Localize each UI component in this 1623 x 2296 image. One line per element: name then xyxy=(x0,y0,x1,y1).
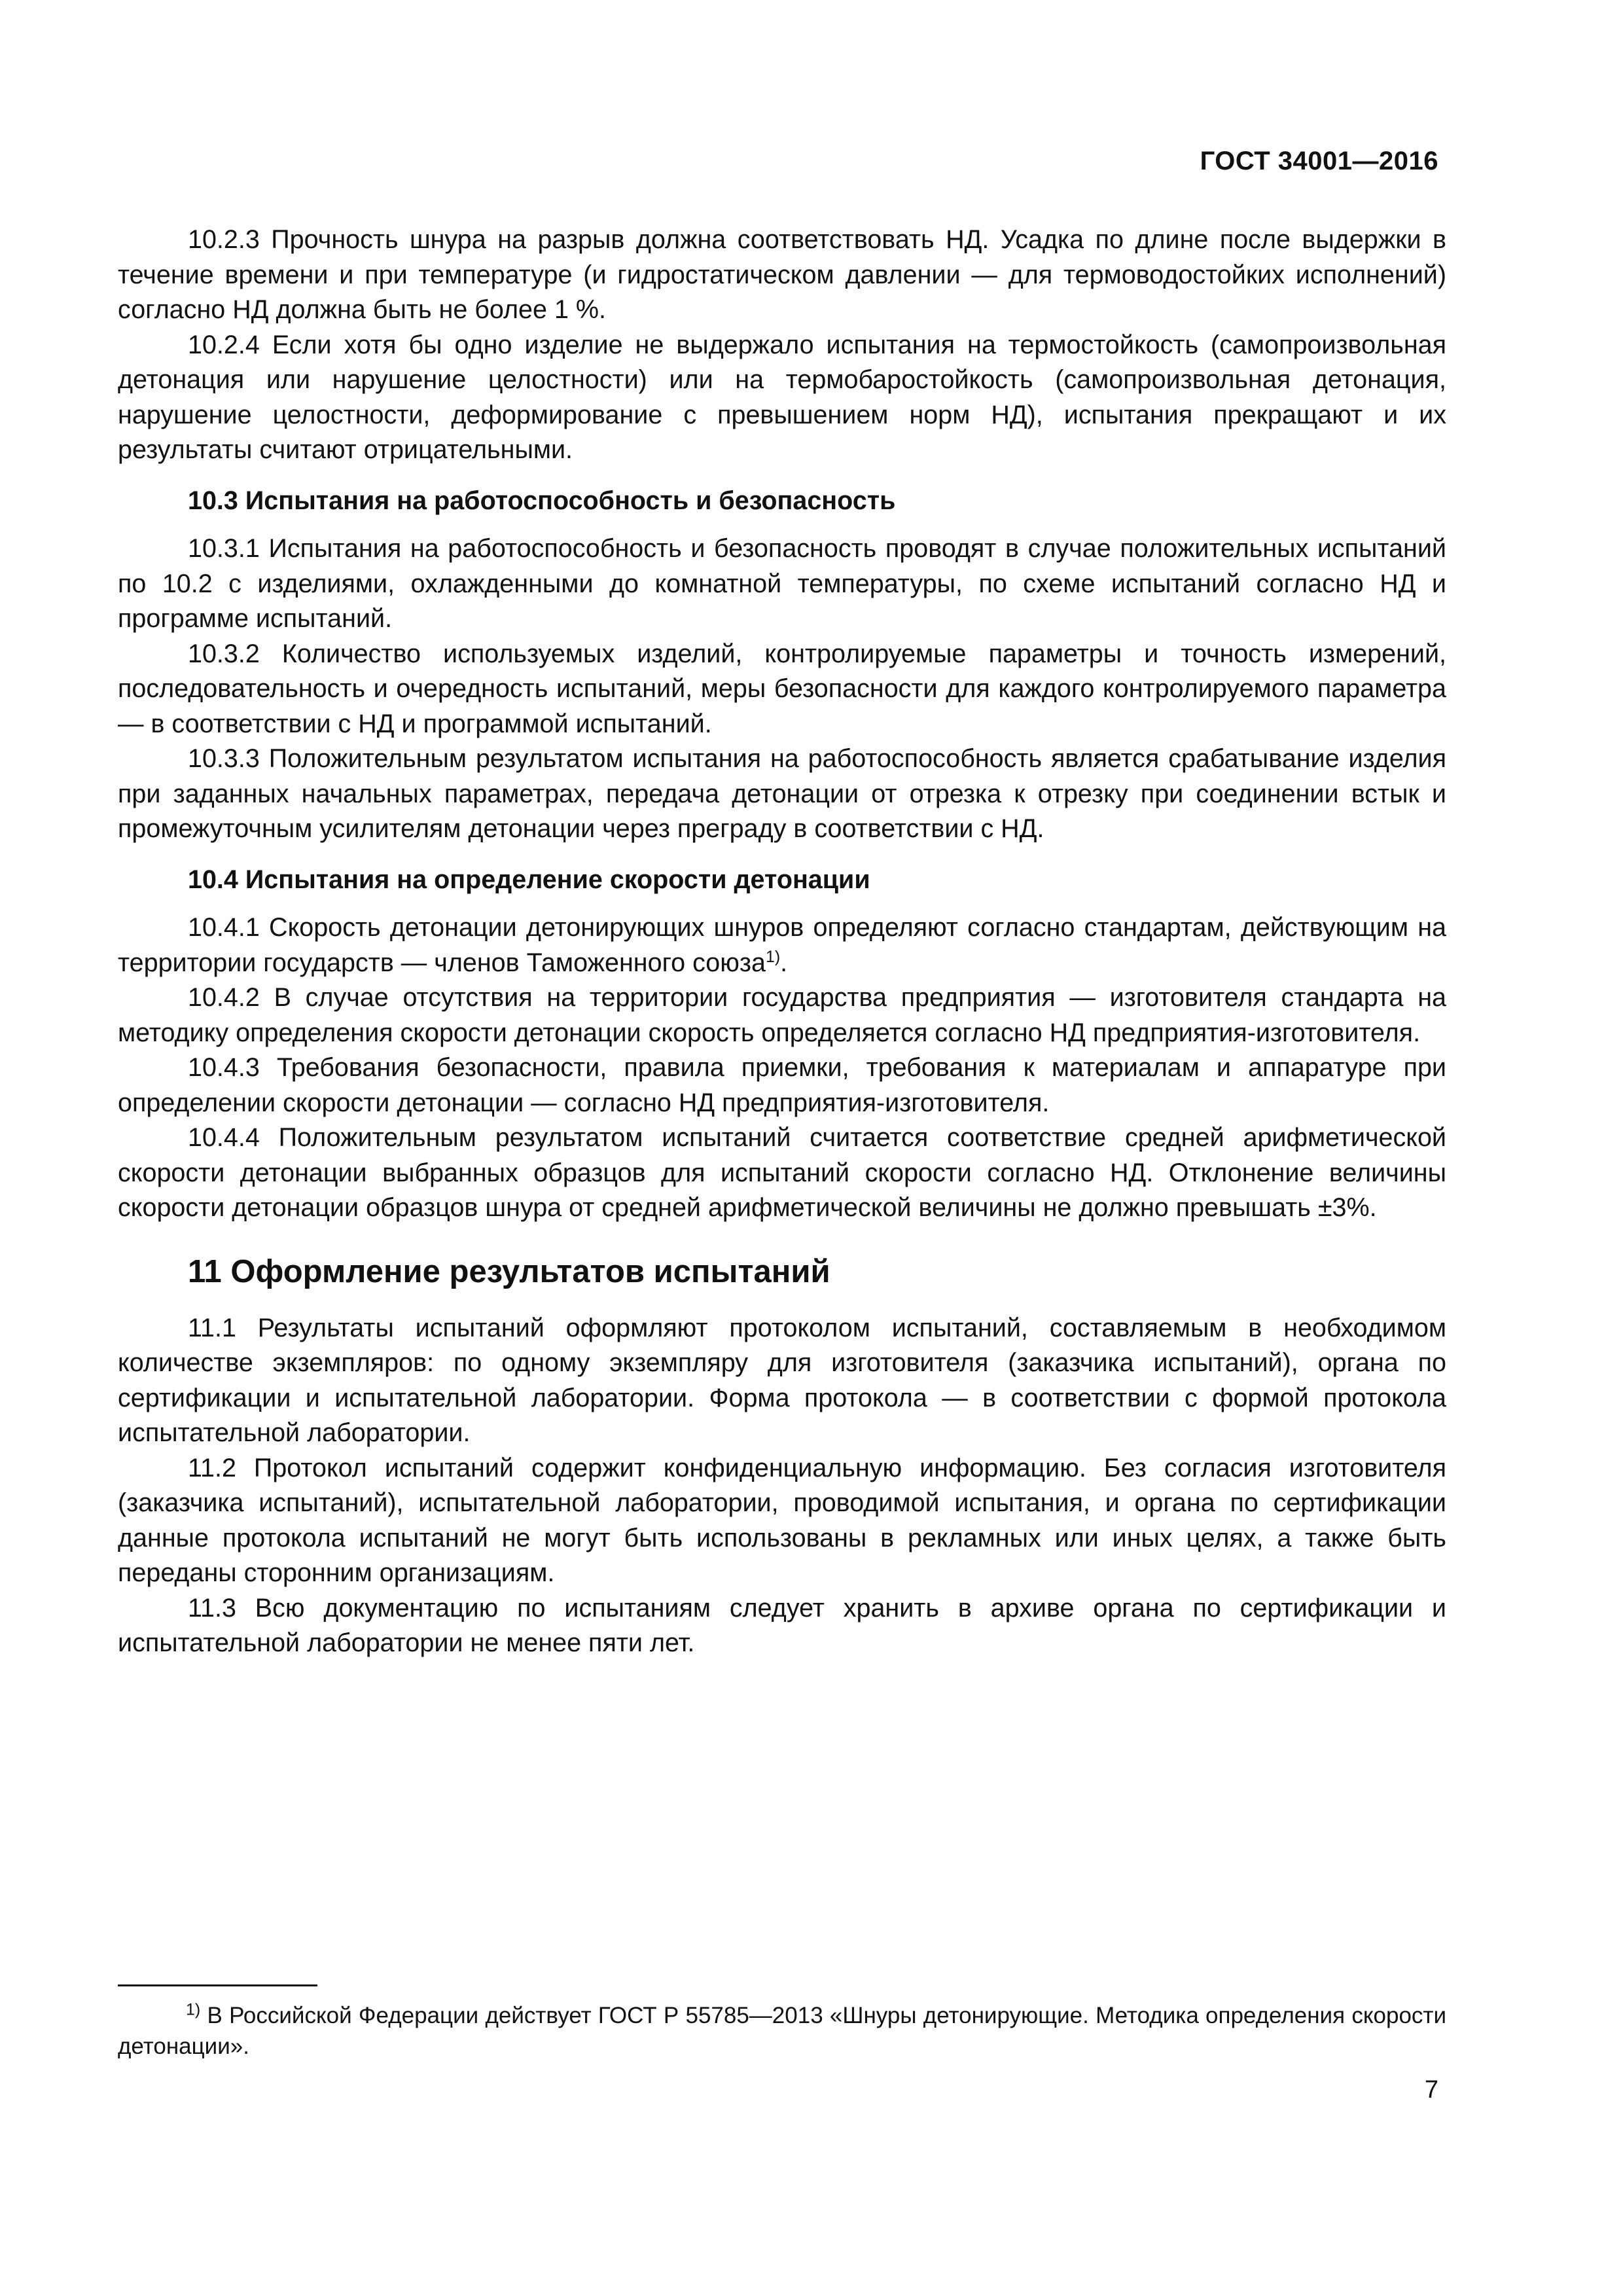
section-heading-11: 11 Оформление результатов испытаний xyxy=(188,1253,830,1289)
section-heading-10-3: 10.3 Испытания на работоспособность и безопасность xyxy=(188,486,896,515)
footnote xyxy=(118,2000,1446,2062)
document-body xyxy=(118,223,1446,1661)
paragraph-10-3-2: 10.3.2 Количество используемых изделий, контролируемые параметры и точность измерений, последовательность и очередность испытаний, меры безопасности для каждого контролируемого параметра — в соответствии с НД и программой испытаний. xyxy=(118,639,1446,738)
paragraph-11-1: 11.1 Результаты испытаний оформляют протоколом испытаний, составляемым в необходимом количестве экземпляров: по одному экземпляру для изготовителя (заказчика испытаний), органа по сертификации и испытательной лаборатории. Форма протокола — в соответствии с формой протокола испытательной лаборатории. xyxy=(118,1313,1446,1447)
footnote-text: В Российской Федерации действует ГОСТ Р 55785—2013 «Шнуры детонирующие. Методика определения скорости детонации». xyxy=(118,2003,1446,2059)
paragraph-11-3: 11.3 Всю документацию по испытаниям следует хранить в архиве органа по сертификации и испытательной лаборатории не менее пяти лет. xyxy=(118,1593,1446,1657)
paragraph-10-4-4: 10.4.4 Положительным результатом испытаний считается соответствие средней арифметической скорости детонации выбранных образцов для испытаний скорости согласно НД. Отклонение величины скорости детонации образцов шнура от средней арифметической величины не должно превышать ±3%. xyxy=(118,1123,1446,1222)
section-heading-10-4: 10.4 Испытания на определение скорости детонации xyxy=(188,865,870,894)
page-number: 7 xyxy=(1424,2076,1438,2104)
paragraph-10-4-1-end: . xyxy=(780,948,788,977)
paragraph-10-4-3: 10.4.3 Требования безопасности, правила приемки, требования к материалам и аппаратуре при определении скорости детонации — согласно НД предприятия-изготовителя. xyxy=(118,1053,1446,1117)
document-header: ГОСТ 34001—2016 xyxy=(1200,147,1438,175)
footnote-divider xyxy=(118,1984,317,1986)
paragraph-10-2-3: 10.2.3 Прочность шнура на разрыв должна соответствовать НД. Усадка по длине после выдержки в течение времени и при температуре (и гидростатическом давлении — для термоводостойких исполнений) согласно НД должна быть не более 1 %. xyxy=(118,225,1446,324)
paragraph-10-2-4: 10.2.4 Если хотя бы одно изделие не выдержало испытания на термостойкость (самопроизвольная детонация или нарушение целостности) или на термобаростойкость (самопроизвольная детонация, нарушение целостности, деформирование с превышением норм НД), испытания прекращают и их результаты считают отрицательными. xyxy=(118,330,1446,464)
paragraph-11-2: 11.2 Протокол испытаний содержит конфиденциальную информацию. Без согласия изготовителя (заказчика испытаний), испытательной лаборатории, проводимой испытания, и органа по сертификации данные протокола испытаний не могут быть использованы в рекламных или иных целях, а также быть переданы сторонним организациям. xyxy=(118,1453,1446,1587)
footnote-mark: 1) xyxy=(186,2000,201,2019)
paragraph-10-4-1 xyxy=(118,910,1446,980)
paragraph-10-3-3: 10.3.3 Положительным результатом испытания на работоспособность является срабатывание изделия при заданных начальных параметрах, передача детонации от отрезка к отрезку при соединении встык и промежуточным усилителям детонации через преграду в соответствии с НД. xyxy=(118,744,1446,843)
paragraph-10-4-2: 10.4.2 В случае отсутствия на территории государства предприятия — изготовителя стандарта на методику определения скорости детонации скорость определяется согласно НД предприятия-изготовителя. xyxy=(118,983,1446,1047)
paragraph-10-3-1: 10.3.1 Испытания на работоспособность и безопасность проводят в случае положительных испытаний по 10.2 с изделиями, охлажденными до комнатной температуры, по схеме испытаний согласно НД и программе испытаний. xyxy=(118,534,1446,633)
footnote-reference[interactable]: 1) xyxy=(765,947,781,966)
paragraph-10-4-1-text: 10.4.1 Скорость детонации детонирующих шнуров определяют согласно стандартам, действующим на территории государств — членов Таможенного союза xyxy=(118,913,1446,977)
